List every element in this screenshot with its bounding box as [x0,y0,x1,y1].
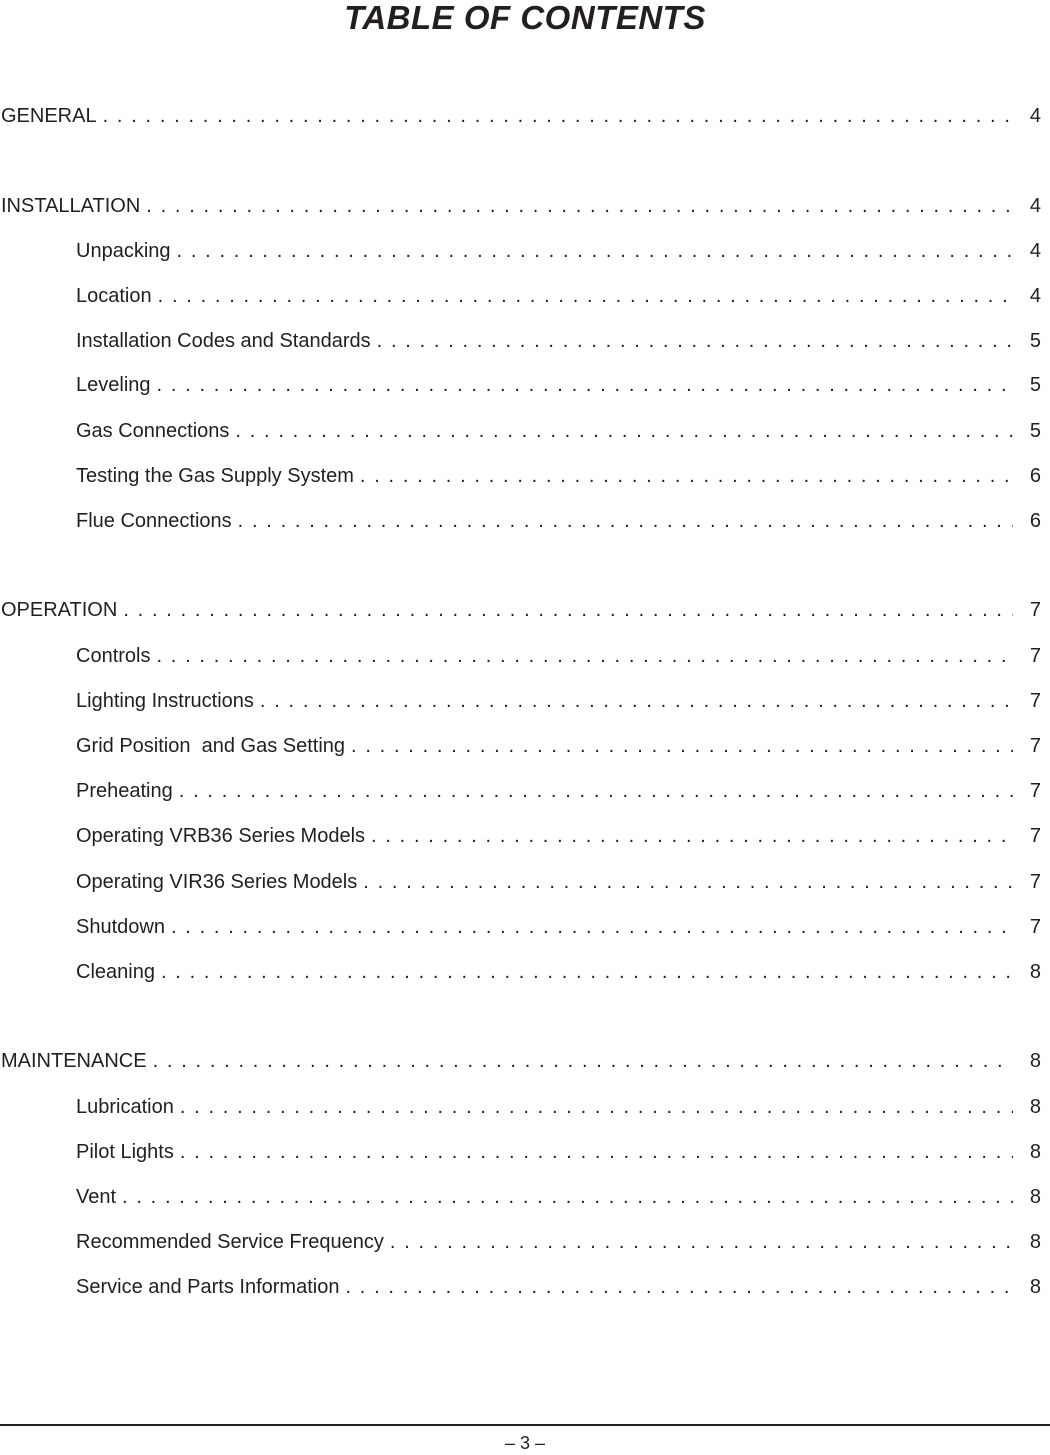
toc-entry-service-frequency[interactable] [76,1229,1041,1255]
toc-entry-controls[interactable] [76,643,1041,669]
toc-entry-page: 5 [1029,330,1041,352]
dot-leader [123,597,1013,623]
toc-entry-general[interactable] [1,103,1041,129]
toc-entry-title: Operating VIR36 Series Models [76,871,358,893]
toc-entry-page: 7 [1029,690,1041,712]
dot-leader [156,643,1013,669]
toc-entry-title: Leveling [76,374,151,396]
toc-entry-maintenance[interactable] [1,1048,1041,1074]
toc-entry-installation-codes[interactable] [76,328,1041,354]
dot-leader [153,1048,1013,1074]
toc-entry-title: Cleaning [76,961,155,983]
dot-leader [179,778,1013,804]
toc-entry-page: 4 [1029,240,1041,262]
toc-entry-grid-position[interactable] [76,733,1041,759]
toc-entry-title: Lubrication [76,1096,174,1118]
toc-entry-page: 8 [1029,1141,1041,1163]
dot-leader [345,1274,1013,1300]
page-title: TABLE OF CONTENTS [344,0,706,36]
dot-leader [371,823,1013,849]
toc-entry-title: Gas Connections [76,420,230,442]
toc-entry-operation[interactable] [1,597,1041,623]
toc-entry-page: 7 [1029,780,1041,802]
toc-entry-title: Service and Parts Information [76,1276,340,1298]
dot-leader [122,1184,1013,1210]
toc-entry-testing-gas-supply[interactable] [76,463,1041,489]
toc-entry-service-parts[interactable] [76,1274,1041,1300]
toc-entry-page: 4 [1029,105,1041,127]
toc-entry-preheating[interactable] [76,778,1041,804]
dot-leader [180,1139,1013,1165]
toc-entry-title: Flue Connections [76,510,232,532]
dot-leader [171,914,1013,940]
toc-entry-page: 8 [1029,1276,1041,1298]
toc-entry-title: Controls [76,645,151,667]
toc-entry-location[interactable] [76,283,1041,309]
toc-entry-page: 8 [1029,1231,1041,1253]
dot-leader [351,733,1013,759]
toc-entry-page: 7 [1029,735,1041,757]
toc-entry-page: 5 [1029,420,1041,442]
toc-entry-page: 5 [1029,374,1041,396]
toc-entry-page: 8 [1029,1186,1041,1208]
toc-entry-title: Preheating [76,780,173,802]
dot-leader [363,869,1013,895]
dot-leader [260,688,1013,714]
toc-entry-page: 6 [1029,465,1041,487]
toc-entry-title: INSTALLATION [1,195,141,217]
toc-entry-title: Pilot Lights [76,1141,174,1163]
dot-leader [390,1229,1013,1255]
toc-entry-page: 7 [1029,916,1041,938]
toc-entry-page: 7 [1029,599,1041,621]
toc-entry-page: 4 [1029,195,1041,217]
dot-leader [158,283,1013,309]
toc-entry-unpacking[interactable] [76,238,1041,264]
toc-entry-pilot-lights[interactable] [76,1139,1041,1165]
dot-leader [377,328,1013,354]
toc-entry-title: Recommended Service Frequency [76,1231,384,1253]
dot-leader [235,418,1013,444]
toc-entry-vent[interactable] [76,1184,1041,1210]
toc-entry-page: 8 [1029,1050,1041,1072]
toc-entry-flue-connections[interactable] [76,508,1041,534]
toc-entry-lighting-instructions[interactable] [76,688,1041,714]
toc-entry-lubrication[interactable] [76,1094,1041,1120]
toc-entry-page: 7 [1029,645,1041,667]
toc-entry-title: Installation Codes and Standards [76,330,371,352]
dot-leader [180,1094,1013,1120]
toc-entry-title: Operating VRB36 Series Models [76,825,366,847]
toc-entry-installation[interactable] [1,193,1041,219]
toc-entry-operating-vrb36[interactable] [76,823,1041,849]
toc-entry-page: 7 [1029,825,1041,847]
toc-entry-page: 7 [1029,871,1041,893]
toc-entry-operating-vir36[interactable] [76,869,1041,895]
dot-leader [157,372,1013,398]
dot-leader [161,959,1013,985]
toc-entry-shutdown[interactable] [76,914,1041,940]
toc-entry-title: Testing the Gas Supply System [76,465,354,487]
toc-entry-page: 8 [1029,1096,1041,1118]
dot-leader [177,238,1013,264]
toc-entry-title: GENERAL [1,105,97,127]
dot-leader [146,193,1013,219]
toc-entry-title: Unpacking [76,240,171,262]
toc-entry-title: Grid Position and Gas Setting [76,735,346,757]
toc-entry-title: Location [76,285,152,307]
toc-entry-cleaning[interactable] [76,959,1041,985]
toc-entry-title: MAINTENANCE [1,1050,147,1072]
page-number: – 3 – [504,1433,546,1453]
toc-entry-page: 8 [1029,961,1041,983]
dot-leader [238,508,1013,534]
toc-entry-page: 4 [1029,285,1041,307]
dot-leader [360,463,1013,489]
footer-divider [0,1424,1050,1426]
toc-entry-title: OPERATION [1,599,118,621]
toc-entry-leveling[interactable] [76,372,1041,398]
dot-leader [103,103,1013,129]
toc-entry-gas-connections[interactable] [76,418,1041,444]
toc-entry-title: Lighting Instructions [76,690,254,712]
toc-entry-title: Vent [76,1186,117,1208]
toc-entry-page: 6 [1029,510,1041,532]
toc-entry-title: Shutdown [76,916,165,938]
